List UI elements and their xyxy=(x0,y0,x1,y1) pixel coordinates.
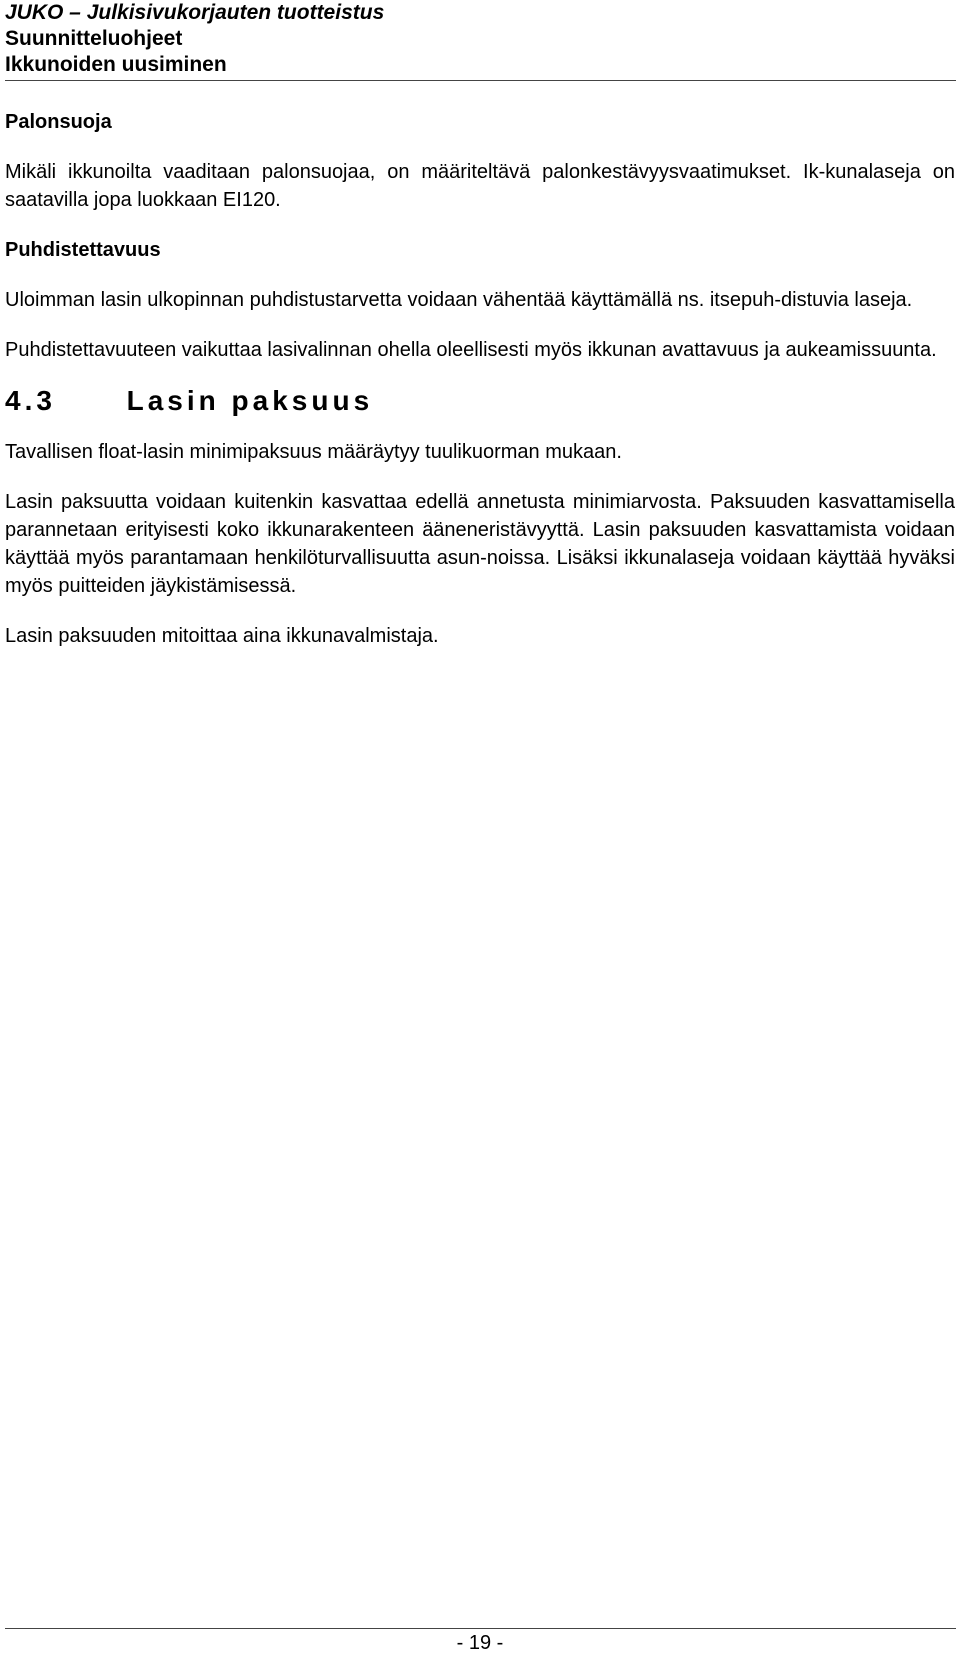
header-divider xyxy=(5,80,956,81)
fire-protection-heading: Palonsuoja xyxy=(5,111,112,133)
footer-divider xyxy=(5,1628,956,1629)
header-document-type: Suunnitteluohjeet xyxy=(5,27,183,50)
section-number: 4.3 xyxy=(5,385,56,416)
section-heading xyxy=(5,384,955,418)
page-number: - 19 - xyxy=(456,1632,504,1654)
fire-protection-paragraph: Mikäli ikkunoilta vaaditaan palonsuojaa, on määriteltävä palonkestävyysvaatimukset. Ik-kunalaseja on saatavilla jopa luokkaan EI120. xyxy=(5,161,955,211)
document-header xyxy=(5,0,955,78)
thickness-paragraph-3: Lasin paksuuden mitoittaa aina ikkunavalmistaja. xyxy=(5,625,439,647)
cleanability-heading: Puhdistettavuus xyxy=(5,239,161,261)
section-title: Lasin paksuus xyxy=(126,385,374,416)
header-topic: Ikkunoiden uusiminen xyxy=(5,53,227,76)
cleanability-paragraph-2: Puhdistettavuuteen vaikuttaa lasivalinnan ohella oleellisesti myös ikkunan avattavuus ja aukeamissuunta. xyxy=(5,339,937,361)
cleanability-paragraph-1: Uloimman lasin ulkopinnan puhdistustarvetta voidaan vähentää käyttämällä ns. itsepuh-distuvia laseja. xyxy=(5,289,913,311)
thickness-paragraph-2: Lasin paksuutta voidaan kuitenkin kasvattaa edellä annetusta minimiarvosta. Paksuuden kasvattamisella parannetaan erityisesti koko ikkunarakenteen ääneneristävyyttä. Lasin paksuuden kasvattamista voidaan käyttää myös parantamaan henkilöturvallisuutta asun-noissa. Lisäksi ikkunalaseja voidaan käyttää hyväksi myös puitteiden jäykistämisessä. xyxy=(5,491,955,597)
thickness-paragraph-1: Tavallisen float-lasin minimipaksuus määräytyy tuulikuorman mukaan. xyxy=(5,441,622,463)
document-body xyxy=(5,108,955,650)
header-project-title: JUKO – Julkisivukorjauten tuotteistus xyxy=(5,1,385,24)
